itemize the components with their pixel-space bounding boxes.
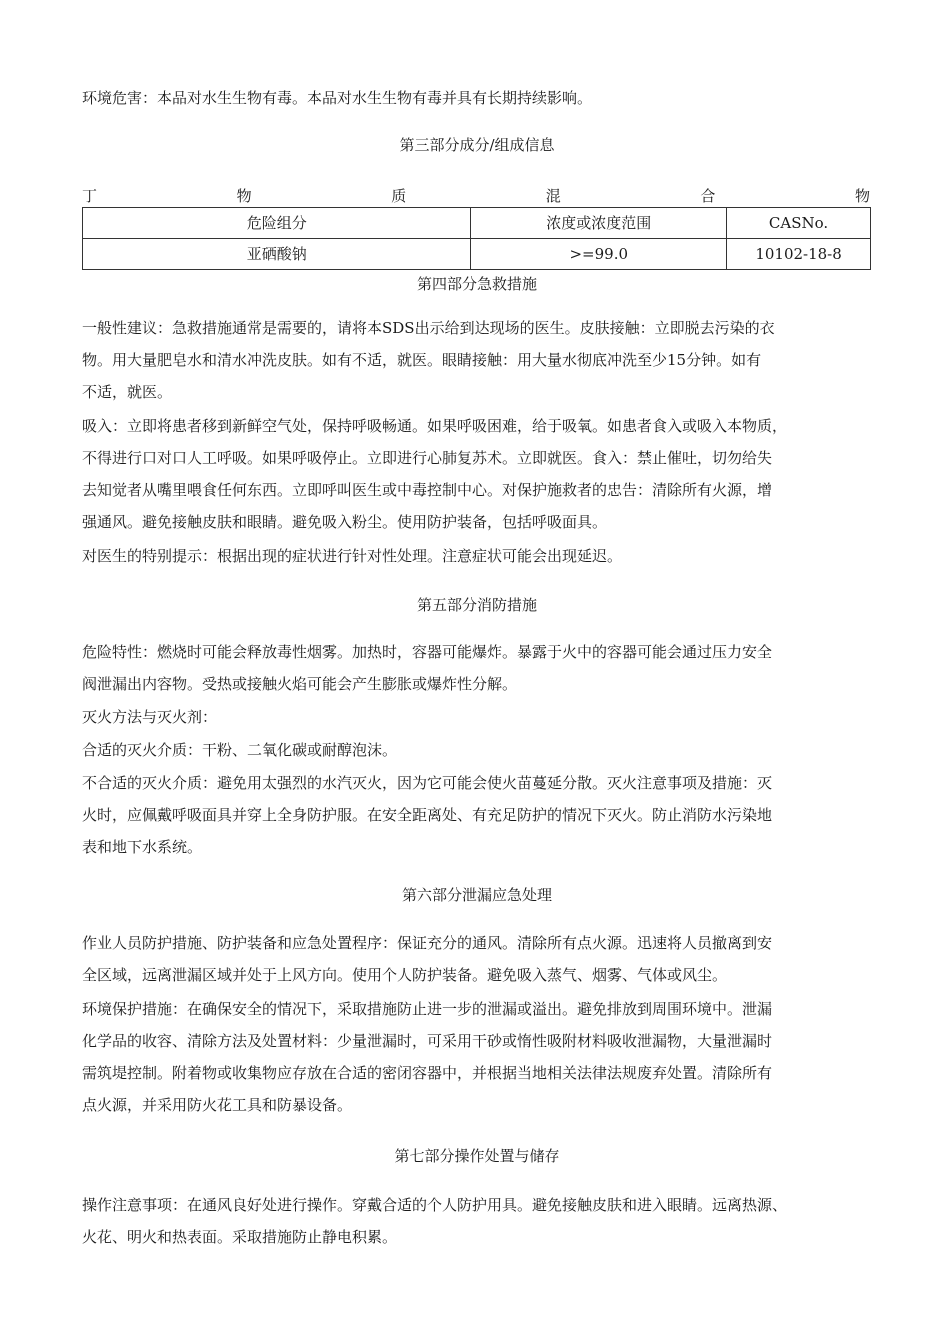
- text-line: 点火源，并采用防火花工具和防暴设备。: [82, 1096, 353, 1114]
- section-3-title: 第三部分成分/组成信息: [399, 136, 555, 154]
- text-line: 表和地下水系统。: [82, 838, 203, 856]
- text-line: 需筑堤控制。附着物或收集物应存放在合适的密闭容器中，并根据当地相关法律法规废弃处置。清除所有: [82, 1064, 773, 1082]
- header-concentration: 浓度或浓度范围: [471, 208, 727, 239]
- composition-table: [82, 207, 871, 270]
- text-line: 火花、明火和热表面。采取措施防止静电积累。: [82, 1228, 398, 1246]
- header-component: 危险组分: [83, 208, 471, 239]
- text-line: 火时，应佩戴呼吸面具并穿上全身防护服。在安全距离处、有充足防护的情况下灭火。防止消防水污染地: [82, 806, 773, 824]
- note-to-physician: 对医生的特别提示：根据出现的症状进行针对性处理。注意症状可能会出现延迟。: [82, 547, 623, 565]
- extinguishing-methods: 灭火方法与灭火剂：: [82, 708, 218, 726]
- text-line: 不合适的灭火介质：避免用太强烈的水汽灭火，因为它可能会使火苗蔓延分散。灭火注意事项及措施：灭: [82, 774, 773, 792]
- header-cas: CASNo.: [727, 208, 871, 239]
- first-aid-general: [82, 312, 872, 408]
- text-line: 全区域，远离泄漏区域并处于上风方向。使用个人防护装备。避免吸入蒸气、烟雾、气体或风尘。: [82, 966, 728, 984]
- personal-precautions: [82, 927, 872, 991]
- suitable-media: 合适的灭火介质：干粉、二氧化碳或耐醇泡沫。: [82, 741, 398, 759]
- text-line: 强通风。避免接触皮肤和眼睛。避免吸入粉尘。使用防护装备，包括呼吸面具。: [82, 513, 608, 531]
- first-aid-inhalation: [82, 410, 872, 538]
- fire-hazards: [82, 636, 872, 700]
- text-line: 不适，就医。: [82, 383, 173, 401]
- mixture-char: 物: [854, 187, 870, 205]
- mixture-char: 丁: [82, 187, 98, 205]
- text-line: 化学品的收容、清除方法及处置材料：少量泄漏时，可采用干砂或惰性吸附材料吸收泄漏物，大量泄漏时: [82, 1032, 773, 1050]
- mixture-char: 合: [700, 187, 716, 205]
- cell-cas: 10102-18-8: [727, 239, 871, 270]
- environmental-precautions: [82, 993, 872, 1121]
- text-line: 危险特性：燃烧时可能会释放毒性烟雾。加热时，容器可能爆炸。暴露于火中的容器可能会通过压力安全: [82, 643, 773, 661]
- text-line: 去知觉者从嘴里喂食任何东西。立即呼叫医生或中毒控制中心。对保护施救者的忠告：清除所有火源，增: [82, 481, 773, 499]
- unsuitable-media: [82, 767, 872, 863]
- environmental-hazard: 环境危害：本品对水生生物有毒。本品对水生生物有毒并具有长期持续影响。: [82, 89, 593, 107]
- text-line: 环境保护措施：在确保安全的情况下，采取措施防止进一步的泄漏或溢出。避免排放到周围环境中。泄漏: [82, 1000, 773, 1018]
- text-line: 物。用大量肥皂水和清水冲洗皮肤。如有不适，就医。眼睛接触：用大量水彻底冲洗至少15分钟。如有: [82, 351, 762, 369]
- cell-concentration: >=99.0: [471, 239, 727, 270]
- section-5-title: 第五部分消防措施: [416, 596, 537, 614]
- section-4-title: 第四部分急救措施: [416, 275, 537, 293]
- mixture-label: [82, 185, 870, 207]
- text-line: 阀泄漏出内容物。受热或接触火焰可能会产生膨胀或爆炸性分解。: [82, 675, 518, 693]
- text-line: 一般性建议：急救措施通常是需要的，请将本SDS出示给到达现场的医生。皮肤接触：立即脱去污染的衣: [82, 319, 775, 337]
- text-line: 吸入：立即将患者移到新鲜空气处，保持呼吸畅通。如果呼吸困难，给于吸氧。如患者食入或吸入本物质，: [82, 417, 788, 435]
- text-line: 不得进行口对口人工呼吸。如果呼吸停止。立即进行心肺复苏术。立即就医。食入：禁止催吐，切勿给失: [82, 449, 773, 467]
- handling-precautions: [82, 1189, 872, 1253]
- mixture-char: 物: [236, 187, 252, 205]
- section-6-title: 第六部分泄漏应急处理: [401, 886, 552, 904]
- section-7-title: 第七部分操作处置与储存: [394, 1147, 560, 1165]
- table-row: [83, 239, 871, 270]
- cell-component: 亚硒酸钠: [83, 239, 471, 270]
- mixture-char: 质: [391, 187, 407, 205]
- text-line: 操作注意事项：在通风良好处进行操作。穿戴合适的个人防护用具。避免接触皮肤和进入眼睛。远离热源、: [82, 1196, 788, 1214]
- text-line: 作业人员防护措施、防护装备和应急处置程序：保证充分的通风。清除所有点火源。迅速将人员撤离到安: [82, 934, 773, 952]
- table-header-row: [83, 208, 871, 239]
- mixture-char: 混: [545, 187, 561, 205]
